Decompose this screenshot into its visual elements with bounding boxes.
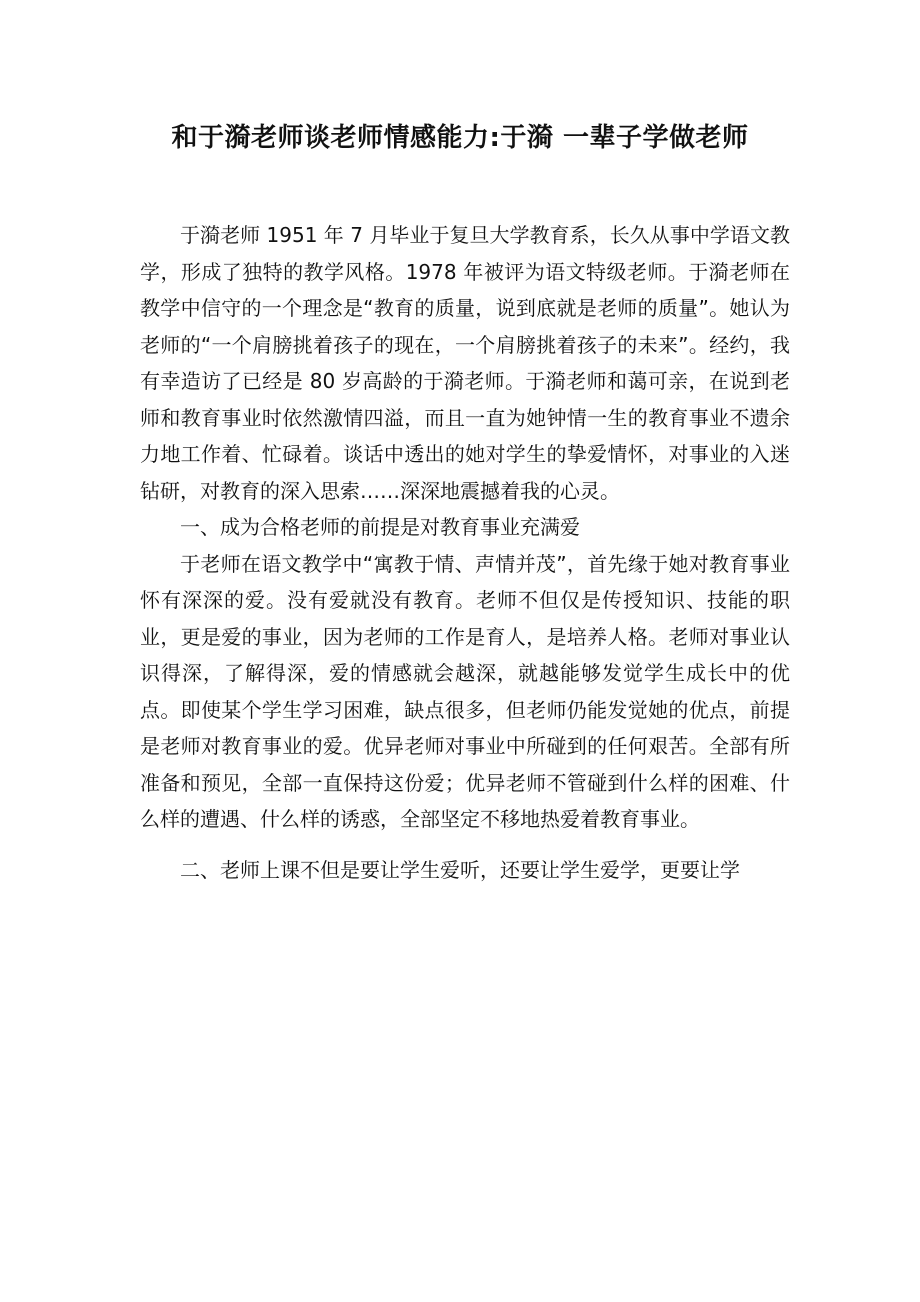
- paragraph-intro: 于漪老师 1951 年 7 月毕业于复旦大学教育系，长久从事中学语文教学，形成了独特的教学风格。1978 年被评为语文特级老师。于漪老师在教学中信守的一个理念是“教育的质量，说到底就是老师的质量”。她认为老师的“一个肩膀挑着孩子的现在，一个肩膀挑着孩子的未来”。经约，我有幸造访了已经是 80 岁高龄的于漪老师。于漪老师和蔼可亲，在说到老师和教育事业时依然激情四溢，而且一直为她钟情一生的教育事业不遗余力地工作着、忙碌着。谈话中透出的她对学生的挚爱情怀，对事业的入迷钻研，对教育的深入思索……深深地震撼着我的心灵。: [140, 223, 790, 503]
- paragraph-section-1: 于老师在语文教学中“寓教于情、声情并茂”，首先缘于她对教育事业怀有深深的爱。没有爱就没有教育。老师不但仅是传授知识、技能的职业，更是爱的事业，因为老师的工作是育人，是培养人格。老师对事业认识得深，了解得深，爱的情感就会越深，就越能够发觉学生成长中的优点。即使某个学生学习困难，缺点很多，但老师仍能发觉她的优点，前提是老师对教育事业的爱。优异老师对事业中所碰到的任何艰苦。全部有所准备和预见，全部一直保持这份爱；优异老师不管碰到什么样的困难、什么样的遭遇、什么样的诱惑，全部坚定不移地热爱着教育事业。: [140, 551, 790, 831]
- document-title: 和于漪老师谈老师情感能力:于漪 一辈子学做老师: [171, 123, 749, 153]
- section-heading-2: 二、老师上课不但是要让学生爱听，还要让学生爱学，更要让学: [180, 857, 740, 882]
- section-heading-1: 一、成为合格老师的前提是对教育事业充满爱: [180, 515, 580, 539]
- document-body: [140, 217, 790, 888]
